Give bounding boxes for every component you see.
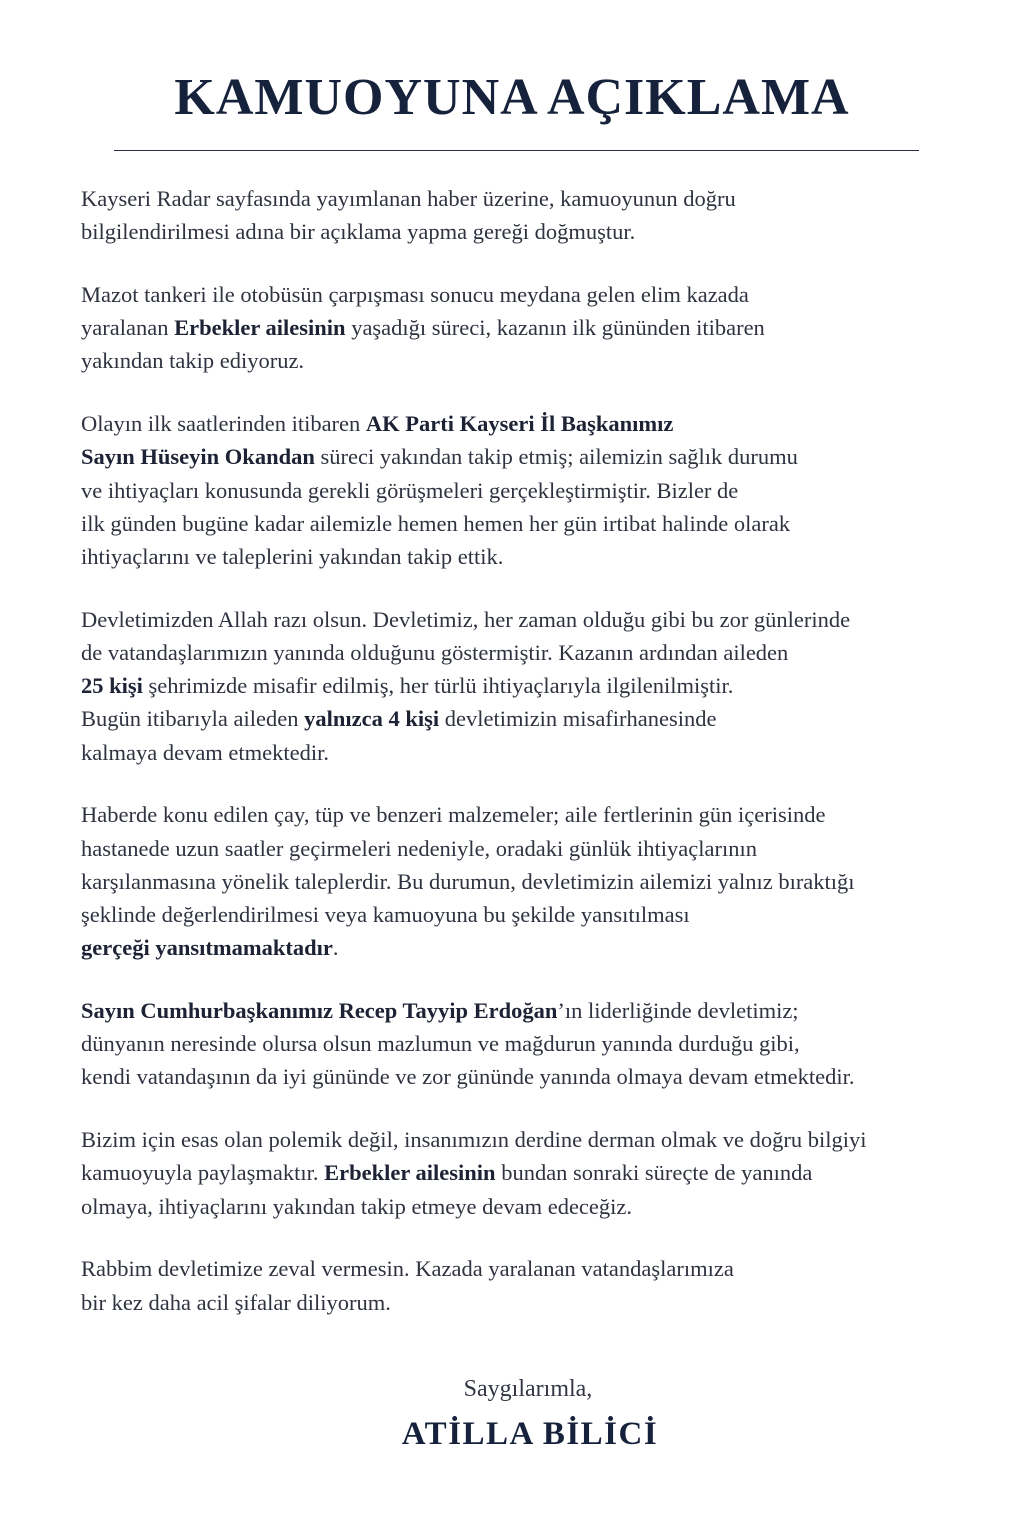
title-divider xyxy=(114,150,919,151)
emphasized-text: Sayın Cumhurbaşkanımız Recep Tayyip Erdoğan xyxy=(81,998,558,1024)
paragraph-line xyxy=(81,1156,981,1189)
closing-regards: Saygılarımla, xyxy=(463,1376,593,1402)
statement-paragraph xyxy=(81,407,981,573)
paragraph-line xyxy=(81,1060,981,1093)
paragraph-text: . xyxy=(332,935,339,961)
emphasized-text: Sayın Hüseyin Okandan xyxy=(81,444,315,470)
paragraph-line xyxy=(81,865,981,898)
paragraph-line xyxy=(81,636,981,669)
paragraph-line xyxy=(81,994,981,1027)
paragraph-text: bilgilendirilmesi adına bir açıklama yapma gereği doğmuştur. xyxy=(81,219,636,245)
statement-paragraph xyxy=(81,1123,981,1223)
paragraph-text: olmaya, ihtiyaçlarını yakından takip etmeye devam edeceğiz. xyxy=(81,1193,633,1219)
paragraph-line xyxy=(81,1286,981,1319)
paragraph-text: kalmaya devam etmektedir. xyxy=(81,739,330,765)
paragraph-text: ve ihtiyaçları konusunda gerekli görüşmeleri gerçekleştirmiştir. Bizler de xyxy=(81,477,739,503)
paragraph-line xyxy=(81,182,981,215)
paragraph-line xyxy=(81,507,981,540)
paragraph-text: ihtiyaçlarını ve taleplerini yakından takip ettik. xyxy=(81,544,504,570)
paragraph-line xyxy=(81,407,981,440)
statement-paragraph xyxy=(81,603,981,769)
paragraph-line xyxy=(81,215,981,248)
paragraph-line xyxy=(81,278,981,311)
paragraph-text: hastanede uzun saatler geçirmeleri nedeniyle, oradaki günlük ihtiyaçlarının xyxy=(81,835,757,861)
paragraph-text: Bugün itibarıyla aileden xyxy=(81,706,305,732)
paragraph-text: yaşadığı süreci, kazanın ilk gününden itibaren xyxy=(345,315,765,341)
paragraph-line xyxy=(81,603,981,636)
statement-paragraph xyxy=(81,278,981,378)
paragraph-line xyxy=(81,832,981,865)
paragraph-text: Bizim için esas olan polemik değil, insanımızın derdine derman olmak ve doğru bilgiyi xyxy=(81,1127,867,1153)
statement-body xyxy=(81,182,981,1319)
paragraph-text: şeklinde değerlendirilmesi veya kamuoyuna bu şekilde yansıtılması xyxy=(81,902,690,928)
paragraph-line xyxy=(81,1190,981,1223)
paragraph-text: ’ın liderliğinde devletimiz; xyxy=(557,998,799,1024)
paragraph-line xyxy=(81,736,981,769)
paragraph-text: süreci yakından takip etmiş; ailemizin sağlık durumu xyxy=(314,444,798,470)
paragraph-line xyxy=(81,311,981,344)
paragraph-text: kendi vatandaşının da iyi gününde ve zor gününde yanında olmaya devam etmektedir. xyxy=(81,1064,855,1090)
emphasized-text: yalnızca 4 kişi xyxy=(304,706,440,732)
paragraph-text: yaralanan xyxy=(81,315,175,341)
paragraph-line xyxy=(81,474,981,507)
emphasized-text: Erbekler ailesinin xyxy=(174,315,346,341)
paragraph-text: kamuoyuyla paylaşmaktır. xyxy=(81,1160,325,1186)
paragraph-line xyxy=(81,1252,981,1285)
closing-block xyxy=(0,1372,1024,1456)
paragraph-text: de vatandaşlarımızın yanında olduğunu göstermiştir. Kazanın ardından aileden xyxy=(81,640,789,666)
paragraph-text: Olayın ilk saatlerinden itibaren xyxy=(81,411,366,437)
paragraph-line xyxy=(81,540,981,573)
paragraph-line xyxy=(81,898,981,931)
page-title: KAMUOYUNA AÇIKLAMA xyxy=(174,69,850,126)
paragraph-line xyxy=(81,702,981,735)
emphasized-text: AK Parti Kayseri İl Başkanımız xyxy=(365,411,674,437)
emphasized-text: Erbekler ailesinin xyxy=(324,1160,496,1186)
statement-paragraph xyxy=(81,798,981,964)
statement-paragraph xyxy=(81,994,981,1094)
paragraph-line xyxy=(81,931,981,964)
paragraph-line xyxy=(81,798,981,831)
paragraph-text: bundan sonraki süreçte de yanında xyxy=(495,1160,813,1186)
paragraph-text: yakından takip ediyoruz. xyxy=(81,348,305,374)
paragraph-line xyxy=(81,1123,981,1156)
paragraph-text: ilk günden bugüne kadar ailemizle hemen hemen her gün irtibat halinde olarak xyxy=(81,510,791,536)
emphasized-text: gerçeği yansıtmamaktadır xyxy=(81,935,333,961)
paragraph-text: Mazot tankeri ile otobüsün çarpışması sonucu meydana gelen elim kazada xyxy=(81,282,749,307)
paragraph-text: dünyanın neresinde olursa olsun mazlumun ve mağdurun yanında durduğu gibi, xyxy=(81,1031,800,1057)
signature-name: ATİLLA BİLİCİ xyxy=(401,1416,659,1452)
paragraph-text: Kayseri Radar sayfasında yayımlanan haber üzerine, kamuoyunun doğru xyxy=(81,186,736,211)
paragraph-line xyxy=(81,344,981,377)
paragraph-text: bir kez daha acil şifalar diliyorum. xyxy=(81,1289,391,1315)
paragraph-text: karşılanmasına yönelik taleplerdir. Bu durumun, devletimizin ailemizi yalnız bıraktığı xyxy=(81,868,855,894)
statement-paragraph xyxy=(81,1252,981,1318)
paragraph-line xyxy=(81,440,981,473)
paragraph-text: devletimizin misafirhanesinde xyxy=(439,706,717,732)
paragraph-text: Rabbim devletimize zeval vermesin. Kazada yaralanan vatandaşlarımıza xyxy=(81,1256,734,1282)
paragraph-text: Devletimizden Allah razı olsun. Devletimiz, her zaman olduğu gibi bu zor günlerinde xyxy=(81,606,851,632)
paragraph-text: şehrimizde misafir edilmiş, her türlü ihtiyaçlarıyla ilgilenilmiştir. xyxy=(142,673,734,699)
paragraph-line xyxy=(81,669,981,702)
paragraph-line xyxy=(81,1027,981,1060)
statement-paragraph xyxy=(81,182,981,248)
paragraph-text: Haberde konu edilen çay, tüp ve benzeri malzemeler; aile fertlerinin gün içerisinde xyxy=(81,802,826,828)
emphasized-text: 25 kişi xyxy=(81,673,143,699)
